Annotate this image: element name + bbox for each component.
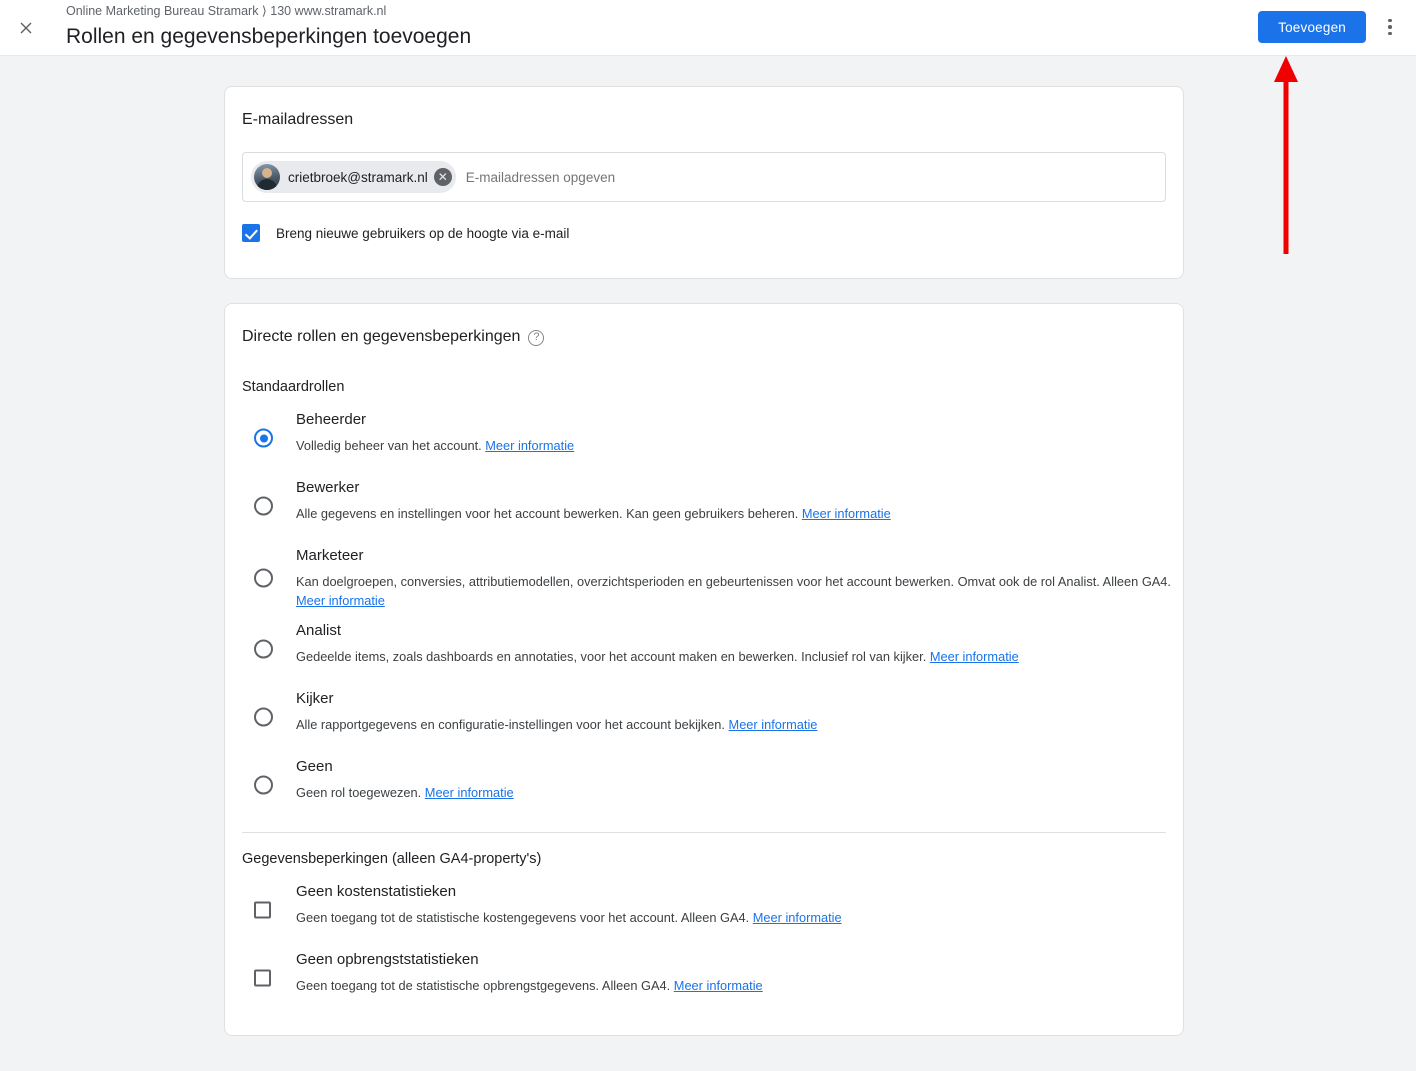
close-circle-icon[interactable]: ✕ bbox=[434, 168, 452, 186]
roles-card-title-row bbox=[225, 304, 1183, 348]
role-option-marketeer[interactable] bbox=[242, 545, 1183, 610]
notify-users-checkbox-row[interactable] bbox=[242, 224, 1183, 242]
role-option-analist[interactable] bbox=[242, 620, 1183, 678]
radio-analist[interactable] bbox=[254, 640, 273, 659]
role-option-beheerder[interactable] bbox=[242, 409, 1183, 467]
role-name: Marketeer bbox=[296, 547, 364, 564]
role-desc-text: Volledig beheer van het account. bbox=[296, 438, 482, 453]
restriction-description bbox=[296, 908, 1183, 927]
more-info-link[interactable]: Meer informatie bbox=[296, 593, 385, 608]
data-restrictions-heading: Gegevensbeperkingen (alleen GA4-property's) bbox=[242, 851, 542, 867]
role-option-geen[interactable] bbox=[242, 756, 1183, 814]
more-info-link[interactable]: Meer informatie bbox=[801, 506, 891, 521]
page-title: Rollen en gegevensbeperkingen toevoegen bbox=[66, 25, 472, 48]
role-description bbox=[296, 436, 1183, 455]
breadcrumb[interactable]: Online Marketing Bureau Stramark ⟩ 130 www.stramark.nl bbox=[66, 4, 387, 18]
role-desc-text: Alle gegevens en instellingen voor het account bewerken. Kan geen gebruikers beheren. bbox=[296, 506, 799, 521]
role-name: Beheerder bbox=[296, 411, 367, 428]
role-option-bewerker[interactable] bbox=[242, 477, 1183, 535]
email-chip-label: crietbroek@stramark.nl bbox=[288, 169, 428, 185]
help-icon[interactable]: ? bbox=[528, 330, 544, 346]
page-body bbox=[0, 56, 1416, 1071]
close-button[interactable] bbox=[10, 12, 42, 44]
kebab-dot bbox=[1388, 25, 1392, 29]
avatar bbox=[254, 164, 280, 190]
role-name: Kijker bbox=[296, 690, 334, 707]
email-card-title: E-mailadressen bbox=[242, 111, 354, 128]
more-info-link[interactable]: Meer informatie bbox=[424, 785, 514, 800]
radio-geen[interactable] bbox=[254, 776, 273, 795]
annotation-arrow bbox=[1271, 56, 1301, 256]
role-desc-text: Geen rol toegewezen. bbox=[296, 785, 422, 800]
notify-users-checkbox[interactable] bbox=[242, 224, 260, 242]
more-info-link[interactable]: Meer informatie bbox=[752, 910, 842, 925]
more-vert-icon[interactable] bbox=[1372, 9, 1408, 45]
radio-bewerker[interactable] bbox=[254, 497, 273, 516]
page-header bbox=[0, 0, 1416, 56]
restriction-name: Geen opbrengststatistieken bbox=[296, 951, 479, 968]
restriction-option-kostenstatistieken[interactable] bbox=[242, 881, 1183, 939]
checkbox-opbrengststatistieken[interactable] bbox=[254, 970, 271, 987]
role-desc-text: Kan doelgroepen, conversies, attributiemodellen, overzichtsperioden en gebeurtenissen voor het account bewerken. Omvat ook de rol Analist. Alleen GA4. bbox=[296, 574, 1171, 589]
role-description bbox=[296, 647, 1183, 666]
more-info-link[interactable]: Meer informatie bbox=[485, 438, 575, 453]
restriction-option-opbrengststatistieken[interactable] bbox=[242, 949, 1183, 1007]
checkbox-kostenstatistieken[interactable] bbox=[254, 902, 271, 919]
role-description bbox=[296, 504, 1183, 523]
role-desc-text: Gedeelde items, zoals dashboards en annotaties, voor het account maken en bewerken. Inclusief rol van kijker. bbox=[296, 649, 927, 664]
role-name: Bewerker bbox=[296, 479, 360, 496]
role-name: Geen bbox=[296, 758, 333, 775]
email-addresses-card bbox=[224, 86, 1184, 279]
role-description bbox=[296, 715, 1183, 734]
role-option-kijker[interactable] bbox=[242, 688, 1183, 746]
role-description bbox=[296, 572, 1183, 610]
notify-users-label: Breng nieuwe gebruikers op de hoogte via e-mail bbox=[276, 225, 570, 241]
more-info-link[interactable]: Meer informatie bbox=[728, 717, 818, 732]
roles-card-title: Directe rollen en gegevensbeperkingen bbox=[242, 328, 521, 345]
kebab-dot bbox=[1388, 32, 1392, 36]
standard-roles-heading: Standaardrollen bbox=[242, 379, 345, 395]
role-desc-text: Alle rapportgegevens en configuratie-instellingen voor het account bekijken. bbox=[296, 717, 725, 732]
email-input-wrapper[interactable] bbox=[242, 152, 1166, 202]
radio-marketeer[interactable] bbox=[254, 568, 273, 587]
roles-and-restrictions-card bbox=[224, 303, 1184, 1036]
header-actions bbox=[1258, 9, 1416, 45]
more-info-link[interactable]: Meer informatie bbox=[673, 978, 763, 993]
more-info-link[interactable]: Meer informatie bbox=[929, 649, 1019, 664]
restriction-name: Geen kostenstatistieken bbox=[296, 883, 457, 900]
email-chip[interactable] bbox=[251, 161, 456, 193]
restriction-desc-text: Geen toegang tot de statistische opbrengstgegevens. Alleen GA4. bbox=[296, 978, 671, 993]
header-texts bbox=[66, 2, 471, 51]
radio-kijker[interactable] bbox=[254, 708, 273, 727]
section-divider bbox=[242, 832, 1166, 833]
kebab-dot bbox=[1388, 19, 1392, 23]
add-button[interactable]: Toevoegen bbox=[1258, 11, 1366, 43]
close-icon bbox=[16, 18, 36, 38]
role-description bbox=[296, 783, 1183, 802]
role-name: Analist bbox=[296, 622, 342, 639]
radio-beheerder[interactable] bbox=[254, 429, 273, 448]
restriction-desc-text: Geen toegang tot de statistische kostengegevens voor het account. Alleen GA4. bbox=[296, 910, 750, 925]
restriction-description bbox=[296, 976, 1183, 995]
email-input[interactable] bbox=[464, 169, 1157, 186]
